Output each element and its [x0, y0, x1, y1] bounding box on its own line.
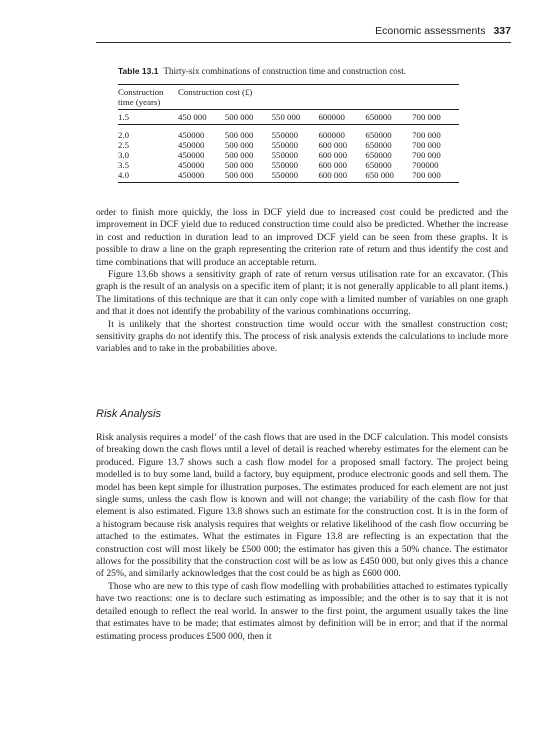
table-cell: 600000 — [318, 112, 345, 122]
table-cell: 500 000 — [224, 160, 254, 170]
table-cell: 650000 — [365, 150, 392, 160]
table-cell: 450000 — [178, 170, 205, 180]
table-cell: 700 000 — [412, 150, 441, 160]
running-header — [96, 24, 511, 43]
table-cell: 3.5 — [118, 160, 129, 170]
paragraph: Those who are new to this type of cash flow modelling with probabilities attached to estimates typically have two reactions: one is to declare such estimating as impossible; and the other is to say that it is not detailed enough to reflect the real world. In answer to the first point, the argument usually takes the line that estimates have to be made; that estimates almost by definition will be in error; and that if the normal estimating process produces £500 000, then it — [96, 580, 508, 642]
col-header-time: Construction — [118, 87, 164, 97]
table-cell: 500 000 — [224, 112, 254, 122]
table-cell: 600 000 — [318, 140, 348, 150]
col-header-cost: Construction cost (£) — [178, 87, 253, 97]
table-row — [118, 125, 459, 141]
table-cell: 550000 — [271, 130, 299, 140]
table-cell: 600 000 — [318, 160, 348, 170]
table-cell: 600 000 — [318, 170, 348, 180]
table-cell: 650000 — [365, 140, 392, 150]
running-title: Economic assessments — [375, 25, 486, 37]
text-block-risk-analysis — [96, 432, 508, 643]
table-cell: 550 000 — [271, 112, 301, 122]
table-cell: 650000 — [365, 112, 392, 122]
table-caption-text: Thirty-six combinations of construction time and construction cost. — [163, 66, 406, 76]
table-cell: 600 000 — [318, 150, 348, 160]
table-cell: 650000 — [365, 130, 392, 140]
text-block-sensitivity — [96, 207, 508, 356]
table-cell: 650000 — [365, 160, 392, 170]
table-cell: 450000 — [178, 140, 205, 150]
table-cell: 700 000 — [412, 170, 441, 180]
table-cell: 2.5 — [118, 140, 129, 150]
table-cell: 700 000 — [412, 130, 441, 140]
table-cell: 700 000 — [412, 112, 441, 122]
table-row — [118, 170, 459, 183]
paragraph: It is unlikely that the shortest construction time would occur with the smallest construction cost; sensitivity graphs do not identify this. The process of risk analysis extends the calculations to include more variables and to take in the probabilities above. — [96, 318, 508, 355]
table-cell: 600000 — [318, 130, 345, 140]
table-cell: 700 000 — [412, 140, 441, 150]
table-cell: 450 000 — [178, 112, 207, 122]
table-cell: 550000 — [271, 170, 299, 180]
table-cell: 700000 — [412, 160, 439, 170]
col-header-time-unit: time (years) — [118, 97, 161, 107]
paragraph: Figure 13.6b shows a sensitivity graph of rate of return versus utilisation rate for an excavator. (This graph is the result of an analysis on a specific item of plant; it is not generally applicable to all plant items.) The limitations of this technique are that it can only cope with a limited number of variables on one graph and that it does not identify the probability of the various combinations occurring. — [96, 269, 508, 318]
table-cell: 450000 — [178, 160, 205, 170]
table-caption — [118, 66, 458, 76]
table-cell: 500 000 — [224, 170, 254, 180]
table-cell: 650 000 — [365, 170, 394, 180]
table-cell: 550000 — [271, 150, 299, 160]
table-cell: 550000 — [271, 140, 299, 150]
table-cell: 500 000 — [224, 130, 254, 140]
paragraph: Risk analysis requires a model’ of the cash flows that are used in the DCF calculation. This model consists of breaking down the cash flows until a level of detail is reached whereby estimates for the element can be produced. Figure 13.7 shows such a cash flow model for a proposed small factory. The project being modelled is to buy some land, build a factory, buy equipment, produce electronic goods and sell them. The model has been kept simple for illustration purposes. The estimates produced for each element are not just single sums, unless the cash flow is known and will not change; the variability of the cash flow for that element is also estimated. Figure 13.8 shows such an estimate for the construction cost. It is in the form of a histogram because risk analysis requires that weights or relative likelihood of the cash flow occurring be attached to the estimates. What the estimates in Figure 13.8 are reflecting is an expectation that the construction cost will most likely be £500 000; the estimator has given this a 50% chance. The estimator allows for the possibility that the construction cost will be as low as £450 000, but only gives this a chance of 25%, and similarly acknowledges that the cost could be as high as £600 000. — [96, 432, 508, 580]
table-cell: 450000 — [178, 150, 205, 160]
table-row — [118, 110, 459, 125]
table-cell: 2.0 — [118, 130, 129, 140]
section-heading: Risk Analysis — [96, 408, 161, 420]
table-cell: 450000 — [178, 130, 205, 140]
table-row — [118, 140, 459, 150]
table-row — [118, 150, 459, 160]
table-cell: 3.0 — [118, 150, 129, 160]
table-cell: 500 000 — [224, 140, 254, 150]
table-body — [118, 110, 459, 183]
table-row — [118, 160, 459, 170]
page-number: 337 — [493, 25, 511, 37]
cost-time-table — [118, 84, 459, 183]
table-cell: 550000 — [271, 160, 299, 170]
table-label: Table 13.1 — [118, 66, 159, 76]
paragraph: order to finish more quickly, the loss in DCF yield due to increased cost could be predicted and the improvement in DCF yield due to reduced construction time could also be predicted. Whether the increase in cost and reduction in duration lead to an improved DCF yield can be seen from these graphs. It is possible to draw a line on the graph representing the criterion rate of return and thus identify the cost and time combinations that will produce an acceptable return. — [96, 207, 508, 268]
table-cell: 1.5 — [118, 112, 129, 122]
table-cell: 500 000 — [224, 150, 254, 160]
table-cell: 4.0 — [118, 170, 129, 180]
